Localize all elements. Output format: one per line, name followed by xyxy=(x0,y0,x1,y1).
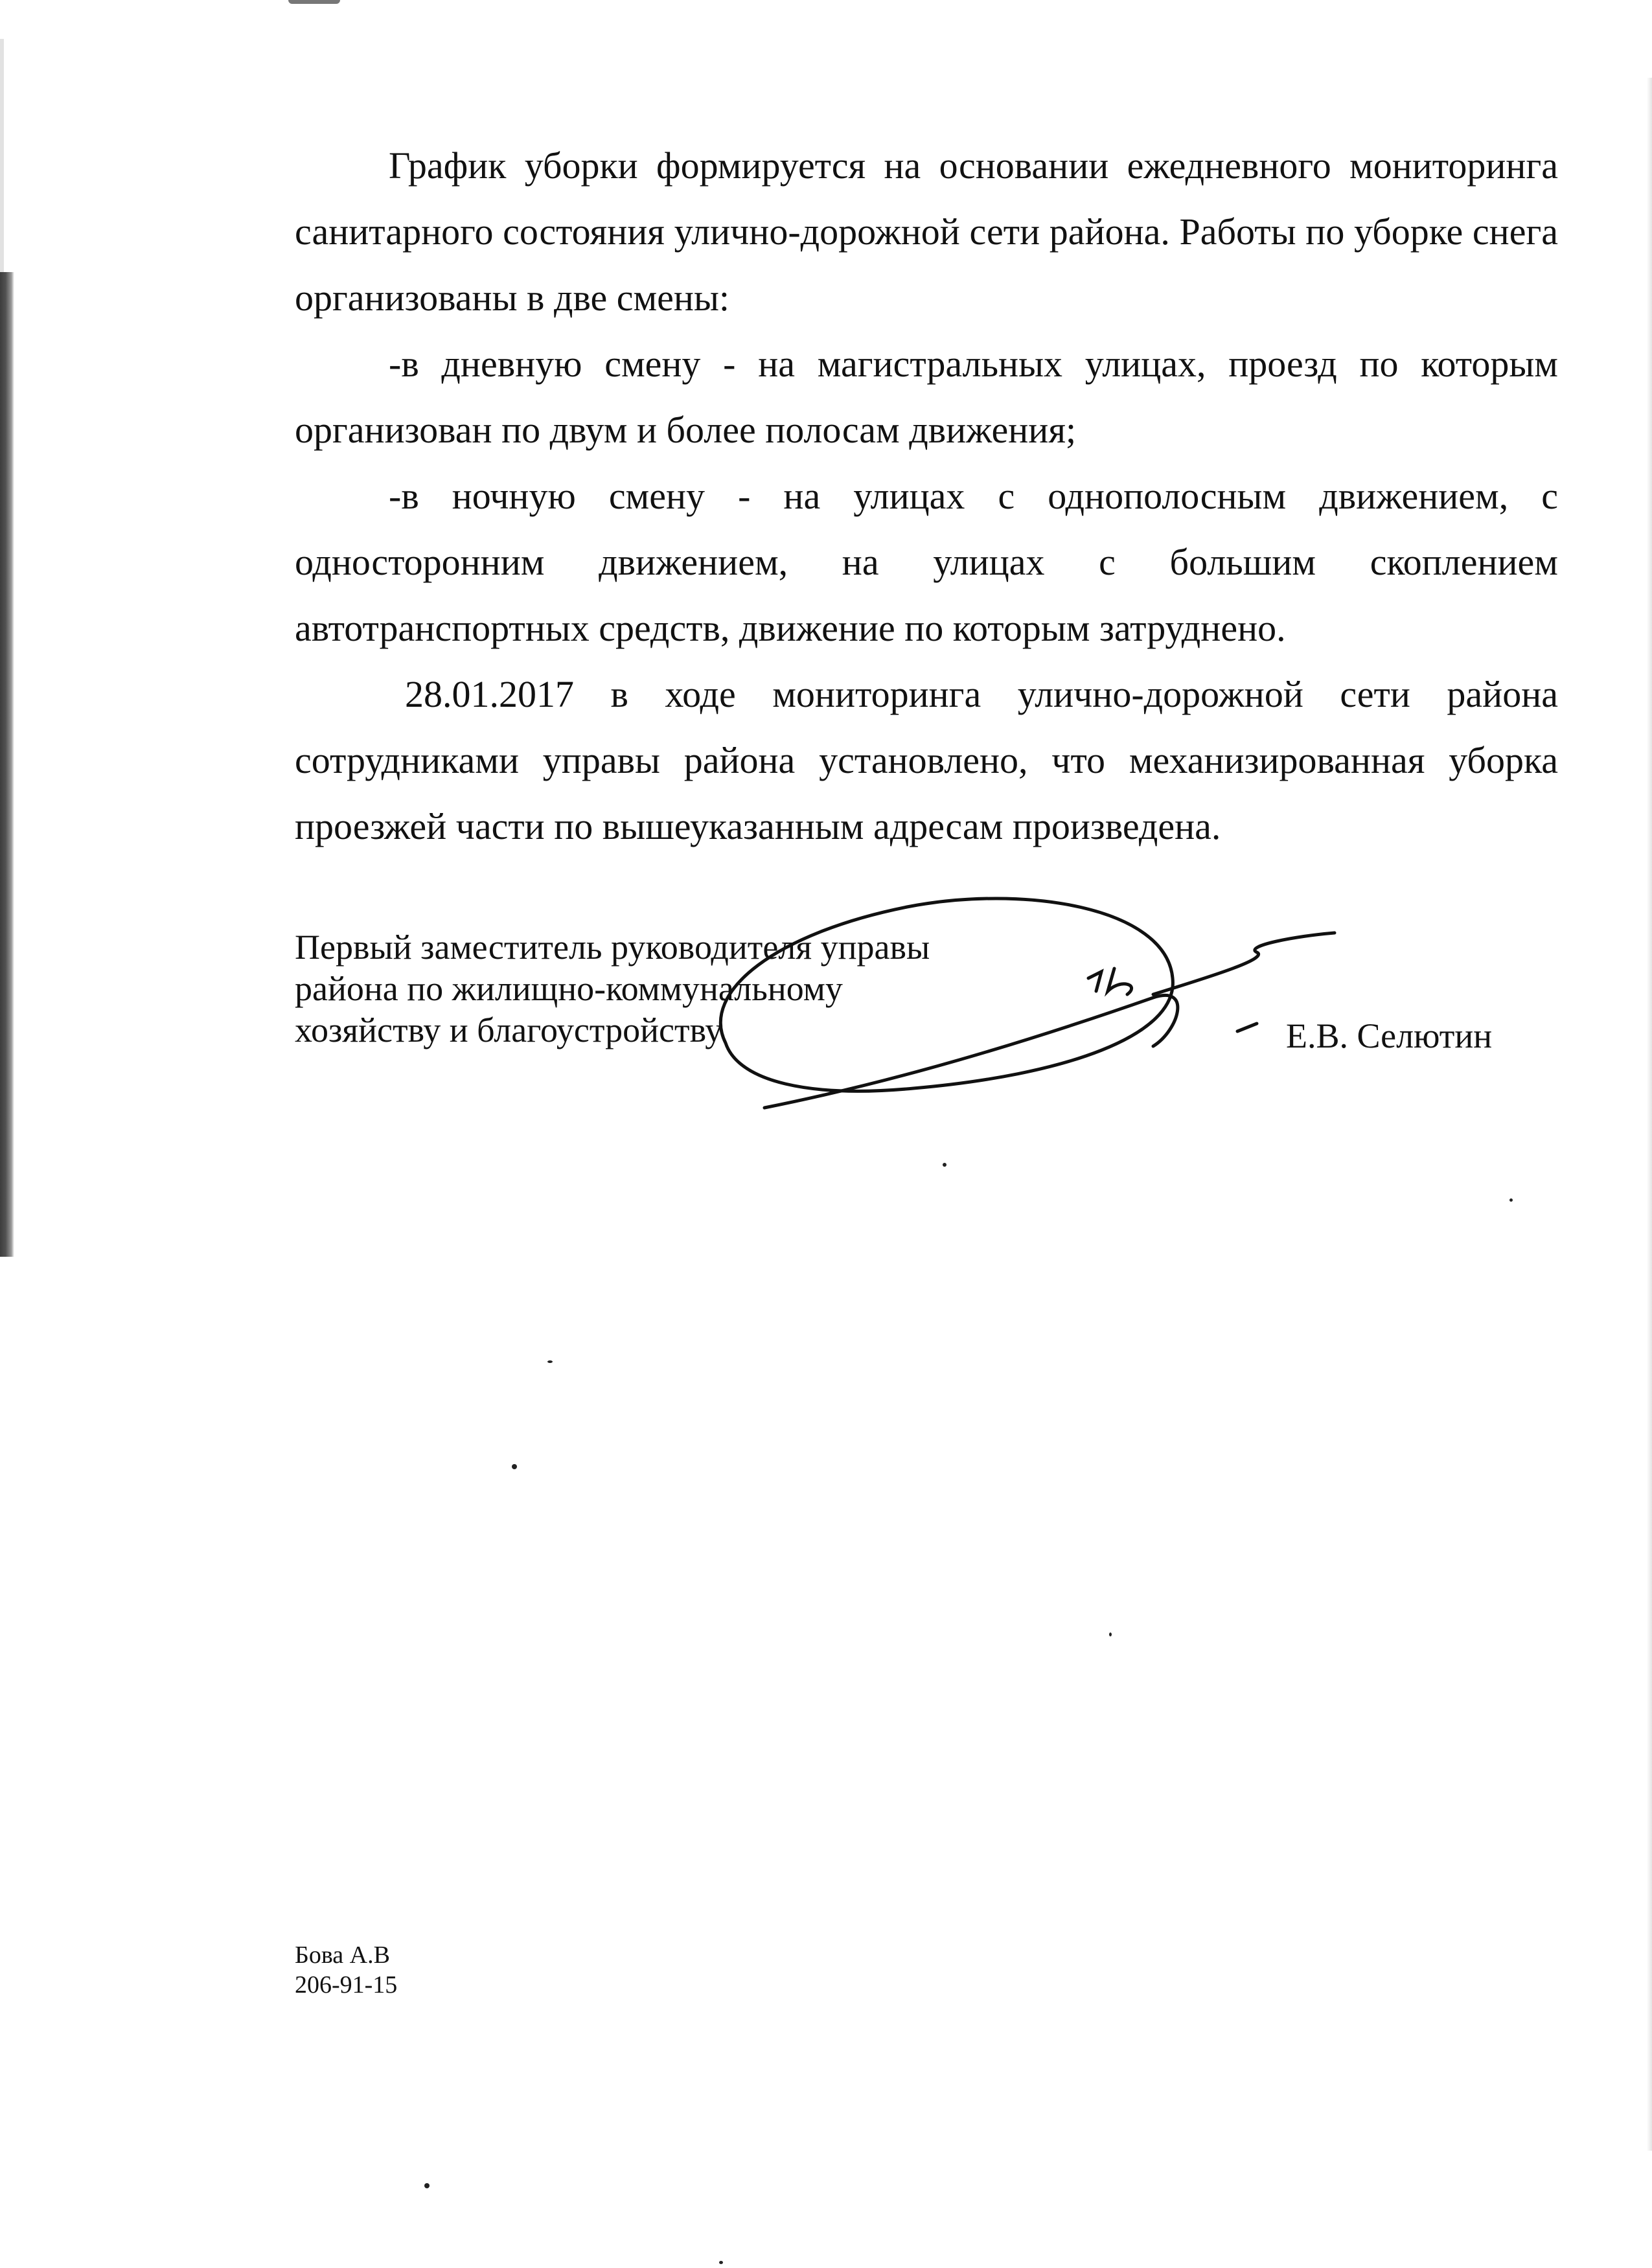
signatory-title-line: Первый заместитель руководителя управы xyxy=(295,928,930,967)
handwritten-signature xyxy=(700,881,1348,1127)
signatory-name: Е.В. Селютин xyxy=(1286,1016,1493,1055)
scan-speck xyxy=(424,2183,430,2188)
scan-mark xyxy=(288,0,340,4)
scan-speck xyxy=(943,1163,946,1167)
executor-phone: 206-91-15 xyxy=(295,1971,398,1999)
paragraph-monitoring-result: 28.01.2017 в ходе мониторинга улично-дорожной сети района сотрудниками управы района установлено, что механизированная уборка проезжей части по вышеуказанным адресам произведена. xyxy=(295,673,1558,847)
executor-contact xyxy=(295,1940,397,2000)
scan-speck xyxy=(1509,1198,1513,1202)
scan-edge-artifact xyxy=(0,39,4,272)
scan-speck xyxy=(1109,1632,1112,1636)
letter-body xyxy=(295,133,1558,860)
signatory-title-line: района по жилищно-коммунальному xyxy=(295,969,843,1008)
scan-speck xyxy=(512,1464,517,1469)
paragraph-cleaning-schedule: График уборки формируется на основании ежедневного мониторинга санитарного состояния улично-дорожной сети района. Работы по уборке снега организованы в две смены: xyxy=(295,144,1558,319)
scan-speck xyxy=(719,2261,723,2264)
scan-edge-artifact xyxy=(0,272,14,1257)
paragraph-day-shift: -в дневную смену - на магистральных улицах, проезд по которым организован по двум и более полосам движения; xyxy=(295,343,1558,451)
signatory-title-line: хозяйству и благоустройству xyxy=(295,1011,723,1049)
scan-edge-artifact xyxy=(1647,78,1652,2151)
paragraph-night-shift: -в ночную смену - на улицах с однополосным движением, с односторонним движением, на улицах с большим скоплением автотранспортных средств, движение по которым затруднено. xyxy=(295,475,1558,649)
executor-name: Бова А.В xyxy=(295,1942,390,1969)
scan-speck xyxy=(547,1360,553,1363)
